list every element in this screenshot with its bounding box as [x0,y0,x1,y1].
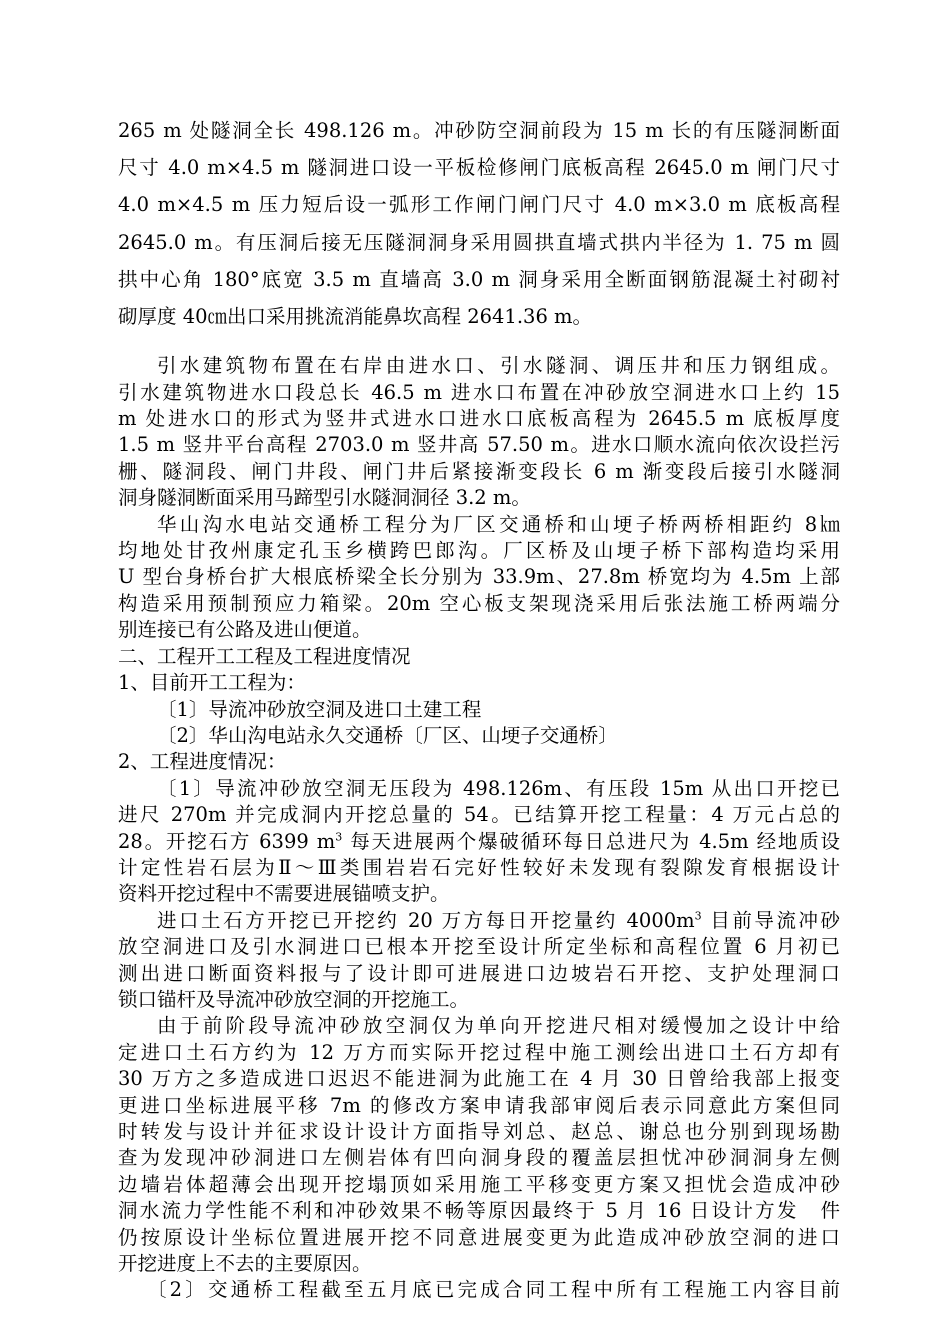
text-line: 洞水流力学性能不利和冲砂效果不畅等原因最终于 5 月 16 日设计方发 件 [118,1199,840,1223]
section-heading: 二、工程开工工程及工程进度情况 [118,644,411,668]
text-line: 仍按原设计坐标位置进展开挖不同意进展变更为此造成冲砂放空洞的进口 [118,1225,840,1249]
text-line: 引水建筑物布置在右岸由进水口、引水隧洞、调压井和压力钢组成。 [157,354,840,378]
main-text [118,353,840,1304]
list-item: 〔1〕导流冲砂放空洞及进口土建工程 [157,697,482,721]
text-line: 4.0 m×4.5 m 压力短后设一弧形工作闸门闸门尺寸 4.0 m×3.0 m 底板高程 [118,193,840,217]
text-line: 拱中心角 180°底宽 3.5 m 直墙高 3.0 m 洞身采用全断面钢筋混凝土衬砌衬 [118,267,840,291]
text-fragment: 进口土石方开挖已开挖约 20 万方每日开挖量约 4000m [157,908,695,932]
superscript: 3 [694,909,702,923]
text-line: 由于前阶段导流冲砂放空洞仅为单向开挖进尺相对缓慢加之设计中给 [157,1014,840,1038]
paragraph-water-intake [118,353,840,511]
text-line: 开挖进度上不去的主要原因。 [118,1252,372,1276]
text-line: 构造采用预制预应力箱梁。20m 空心板支架现浇采用后张法施工桥两端分 [118,591,840,615]
text-line: 2645.0 m。有压洞后接无压隧洞洞身采用圆拱直墙式拱内半径为 1. 75 m 圆 [118,230,840,254]
paragraph-bridge [118,512,840,644]
text-line: 均地处甘孜州康定孔玉乡横跨巴郎沟。厂区桥及山埂子桥下部构造均采用 [118,539,840,563]
text-line: 计定性岩石层为Ⅱ～Ⅲ类围岩岩石完好性较好未发现有裂隙发育根据设计 [118,855,840,879]
text-line: 〔1〕导流冲砂放空洞无压段为 498.126m、有压段 15m 从出口开挖已 [157,776,840,800]
text-line: 时转发与设计并征求设计设计方面指导刘总、赵总、谢总也分别到现场勘 [118,1120,840,1143]
text-line [118,829,840,855]
text-line: 定进口土石方约为 12 万方而实际开挖过程中施工测绘出进口土石方却有 [118,1040,840,1064]
text-fragment: 28。开挖石方 6399 m [118,829,336,853]
text-line: 别连接已有公路及进山便道。 [118,618,372,642]
paragraph-bridge-progress [118,1277,840,1303]
paragraph-tunnel-description [118,112,840,335]
paragraph-tunnel-progress [118,776,840,908]
text-line: 边墙岩体超薄会出现开挖塌顶如采用施工平移变更方案又担忧会造成冲砂 [118,1172,840,1196]
text-line: 栅、隧洞段、闸门井段、闸门井后紧接渐变段长 6 m 渐变段后接引水隧洞 [118,459,840,483]
text-line: 引水建筑物进水口段总长 46.5 m 进水口布置在冲砂放空洞进水口上约 15 [118,380,840,404]
paragraph-delay-reason [118,1013,840,1277]
text-line: 砌厚度 40㎝出口采用挑流消能鼻坎高程 2641.36 m。 [118,305,593,329]
text-line: 查为发现冲砂洞进口左侧岩体有凹向洞身段的覆盖层担忧冲砂洞洞身左侧 [118,1146,840,1170]
text-line: 资料开挖过程中不需要进展锚喷支护。 [118,882,450,906]
text-line: 30 万方之多造成进口迟迟不能进洞为此施工在 4 月 30 日曾给我部上报变 [118,1067,840,1091]
paragraph-excavation [118,908,840,1014]
text-line: 华山沟水电站交通桥工程分为厂区交通桥和山埂子桥两桥相距约 8㎞ [157,512,840,536]
text-line: 洞身隧洞断面采用马蹄型引水隧洞洞径 3.2 m。 [118,486,531,510]
text-line [118,908,840,934]
text-line: 265 m 处隧洞全长 498.126 m。冲砂防空洞前段为 15 m 长的有压隧洞断面 [118,119,840,142]
text-line: 更进口坐标进展平移 7m 的修改方案申请我部审阅后表示同意此方案但同 [118,1093,840,1117]
text-line: m 处进水口的形式为竖井式进水口进水口底板高程为 2645.5 m 底板厚度 [118,407,840,431]
text-line: U 型台身桥台扩大根底桥梁全长分别为 33.9m、27.8m 桥宽均为 4.5m 上部 [118,565,840,589]
list-heading: 2、工程进度情况： [118,750,287,774]
document-body [118,112,840,1304]
superscript: 3 [335,830,343,844]
text-line: 尺寸 4.0 m×4.5 m 隧洞进口设一平板检修闸门底板高程 2645.0 m 闸门尺寸 [118,156,840,180]
list-heading: 1、目前开工工程为： [118,671,306,695]
text-line: 进尺 270m 并完成洞内开挖总量的 54。已结算开挖工程量：4 万元占总的 [118,803,840,827]
list-item: 〔2〕华山沟电站永久交通桥〔厂区、山埂子交通桥〕 [157,723,618,747]
text-line: 测出进口断面资料报与了设计即可进展进口边坡岩石开挖、支护处理洞口 [118,961,840,985]
text-line: 放空洞进口及引水洞进口已根本开挖至设计所定坐标和高程位置 6 月初已 [118,935,840,959]
text-line: 〔2〕交通桥工程截至五月底已完成合同工程中所有工程施工内容目前 [147,1278,840,1302]
text-line: 锁口锚杆及导流冲砂放空洞的开挖施工。 [118,987,470,1011]
text-fragment: 目前导流冲砂 [701,908,841,932]
text-fragment: 每天进展两个爆破循环每日总进尺为 4.5m 经地质设 [342,829,840,853]
text-line: 1.5 m 竖井平台高程 2703.0 m 竖井高 57.50 m。进水口顺水流向依次设拦污 [118,433,840,457]
